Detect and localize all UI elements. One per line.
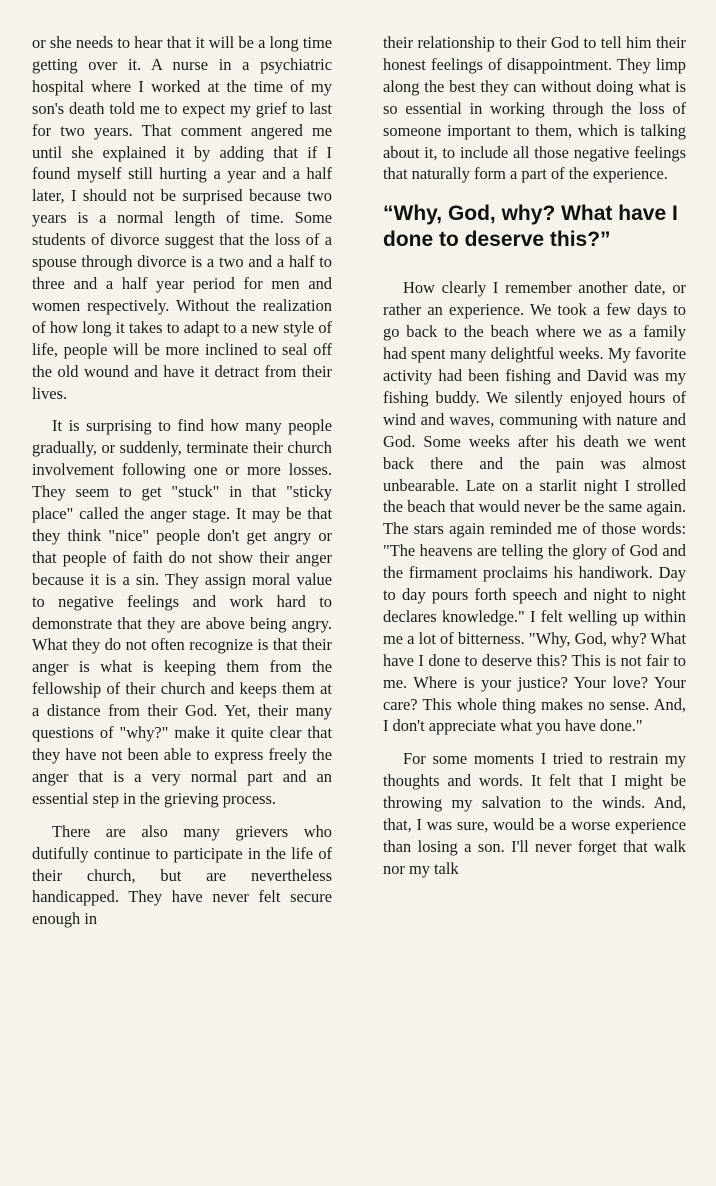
paragraph-continued: or she needs to hear that it will be a long time getting over it. A nurse in a psychiatric hospital where I worked at the time of my son's death told me to expect my grief to last for two years. That comment angered me until she explained it by adding that if I found myself still hurting a year and a half later, I should not be surprised because two years is a normal length of time. Some students of divorce suggest that the loss of a spouse through divorce is a two and a half to three and a half year period for men and women respectively. Without the realization of how long it takes to adapt to a new style of life, people will be more inclined to seal off the old wound and have it detract from their lives. — [32, 33, 332, 403]
section-heading: “Why, God, why? What have I done to deserve this?” — [383, 202, 678, 252]
paragraph-grievers: There are also many grievers who dutifully continue to participate in the life of their church, but are nevertheless handicapped. They have never felt secure enough in — [32, 821, 332, 929]
paragraph-restraint: For some moments I tried to restrain my thoughts and words. It felt that I might be throwing my salvation to the winds. And, that, I was sure, would be a worse experience than losing a son. I'll never forget that walk nor my talk — [383, 749, 686, 878]
paragraph-church-involvement: It is surprising to find how many people gradually, or suddenly, terminate their church involvement following one or more losses. They seem to get "stuck" in that "sticky place" called the anger stage. It may be that they think "nice" people don't get angry or that people of faith do not show their anger because it is a sin. They assign moral value to negative feelings and work hard to demonstrate that they are above being angry. What they do not often recognize is that their anger is what is keeping them from the fellowship of their church and keeps them at a distance from their God. Yet, their many questions of "why?" make it quite clear that they have not been able to express freely the anger that is a very normal part and an essential step in the grieving process. — [32, 416, 332, 808]
paragraph-continued: their relationship to their God to tell him their honest feelings of disappointment. They limp along the best they can without doing what is so essential in working through the loss of someone important to them, which is talking about it, to include all those negative feelings that naturally form a part of the experience. — [383, 33, 686, 184]
paragraph-beach-memory: How clearly I remember another date, or rather an experience. We took a few days to go back to the beach where we as a family had spent many delightful weeks. My favorite activity had been fishing and David was my fishing buddy. We silently enjoyed hours of wind and waves, communing with nature and God. Some weeks after his death we went back there and the pain was almost unbearable. Late on a starlit night I strolled the beach that would never be the same again. The stars again reminded me of those words: "The heavens are telling the glory of God and the firmament proclaims his handiwork. Day to day pours forth speech and night to night declares knowledge." I felt welling up within me a lot of bitterness. "Why, God, why? What have I done to deserve this? This is not fair to me. Where is your justice? Your love? Your care? This whole thing makes no sense. And, I don't appreciate what you have done." — [383, 278, 686, 736]
left-column — [32, 32, 332, 930]
right-column — [383, 32, 686, 880]
